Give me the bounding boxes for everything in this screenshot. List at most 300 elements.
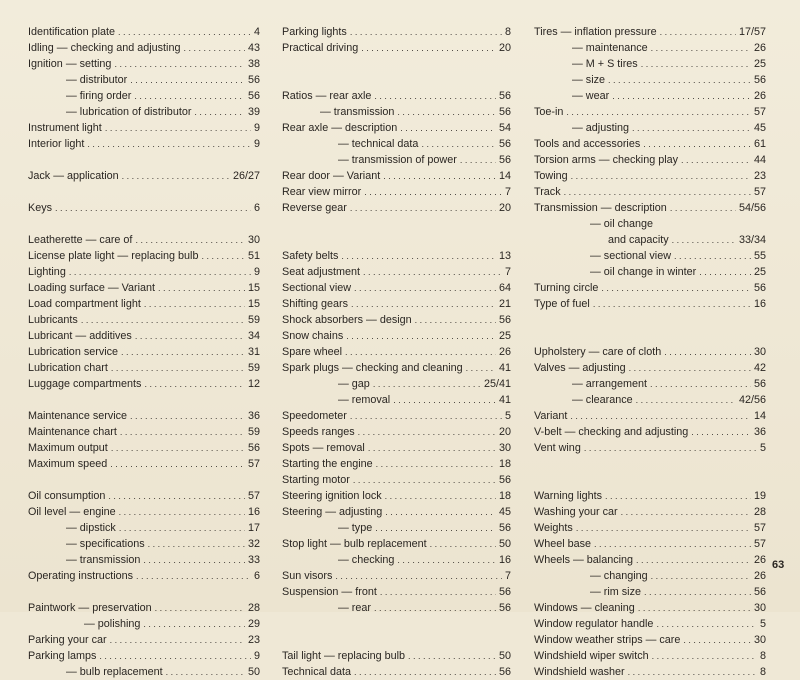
- index-column-3: [534, 24, 766, 680]
- index-entry: [534, 104, 766, 120]
- index-entry-term: Lighting: [28, 266, 66, 278]
- index-entry-term: — wear: [572, 90, 610, 102]
- leader-dots: [374, 88, 496, 104]
- index-entry-page: 56: [498, 106, 511, 118]
- leader-dots: [368, 440, 496, 456]
- index-entry: [534, 600, 766, 616]
- index-entry: [534, 56, 766, 72]
- index-entry-term: Windshield wiper switch: [534, 650, 649, 662]
- index-entry: [534, 280, 766, 296]
- index-entry-term: Torsion arms — checking play: [534, 154, 679, 166]
- index-entry-page: 50: [498, 650, 511, 662]
- index-entry-term: — removal: [338, 394, 391, 406]
- leader-dots: [110, 632, 245, 648]
- index-entry-page: 50: [247, 666, 260, 678]
- leader-dots: [99, 648, 251, 664]
- index-entry: [534, 88, 766, 104]
- index-entry-page: 8: [504, 26, 511, 38]
- index-entry: [534, 584, 766, 600]
- index-entry-term: Upholstery — care of cloth: [534, 346, 662, 358]
- index-entry: [28, 344, 260, 360]
- index-entry: [282, 200, 511, 216]
- index-entry-page: 54/56: [738, 202, 766, 214]
- leader-dots: [636, 392, 736, 408]
- index-entry-term: Type of fuel: [534, 298, 590, 310]
- index-entry-page: 36: [753, 426, 766, 438]
- index-entry: [534, 488, 766, 504]
- leader-dots: [608, 72, 751, 88]
- leader-dots: [335, 568, 502, 584]
- index-entry-page: 20: [498, 202, 511, 214]
- index-entry-term: Identification plate: [28, 26, 116, 38]
- index-entry-page: 57: [753, 186, 766, 198]
- index-gap: [282, 56, 511, 72]
- index-entry-page: 51: [247, 250, 260, 262]
- leader-dots: [375, 520, 496, 536]
- index-entry: [28, 504, 260, 520]
- index-entry: [534, 632, 766, 648]
- index-entry-term: — rear: [338, 602, 371, 614]
- index-entry: [534, 552, 766, 568]
- leader-dots: [643, 136, 751, 152]
- index-gap: [282, 216, 511, 232]
- index-entry-page: 64: [498, 282, 511, 294]
- leader-dots: [612, 88, 751, 104]
- index-entry-page: 9: [253, 650, 260, 662]
- index-entry: [534, 536, 766, 552]
- index-entry-page: 5: [759, 618, 766, 630]
- index-entry-term: Operating instructions: [28, 570, 134, 582]
- index-entry: [282, 424, 511, 440]
- index-gap: [28, 216, 260, 232]
- index-entry-page: 16: [753, 298, 766, 310]
- index-entry: [534, 120, 766, 136]
- index-entry-page: 23: [247, 634, 260, 646]
- index-entry: [534, 168, 766, 184]
- index-entry-term: Rear axle — description: [282, 122, 398, 134]
- index-entry-term: Jack — application: [28, 170, 119, 182]
- index-entry-page: 9: [253, 266, 260, 278]
- index-entry: [28, 136, 260, 152]
- leader-dots: [628, 664, 757, 680]
- index-entry-page: 7: [504, 186, 511, 198]
- index-entry-term: Reverse gear: [282, 202, 347, 214]
- index-entry-page: 56: [753, 378, 766, 390]
- index-entry-term: Rear door — Variant: [282, 170, 381, 182]
- index-entry: [282, 168, 511, 184]
- index-entry: [28, 600, 260, 616]
- index-entry: [28, 56, 260, 72]
- index-entry: [282, 456, 511, 472]
- index-entry-term: Washing your car: [534, 506, 618, 518]
- index-entry-term: Window weather strips — care: [534, 634, 681, 646]
- index-entry-term: — size: [572, 74, 605, 86]
- index-entry-page: 57: [247, 490, 260, 502]
- leader-dots: [166, 664, 245, 680]
- index-entry-page: 6: [253, 202, 260, 214]
- index-entry-term: Parking lamps: [28, 650, 97, 662]
- leader-dots: [670, 200, 736, 216]
- index-entry: [28, 376, 260, 392]
- leader-dots: [358, 424, 496, 440]
- index-entry-page: 26/27: [232, 170, 260, 182]
- index-entry-term: Tools and accessories: [534, 138, 641, 150]
- index-entry-term: Snow chains: [282, 330, 344, 342]
- leader-dots: [699, 264, 751, 280]
- index-entry-term: Variant: [534, 410, 568, 422]
- leader-dots: [393, 392, 496, 408]
- leader-dots: [415, 312, 496, 328]
- index-entry-term: Tail light — replacing bulb: [282, 650, 406, 662]
- index-entry: [282, 520, 511, 536]
- index-entry-page: 25: [498, 330, 511, 342]
- index-entry-page: 4: [253, 26, 260, 38]
- index-entry: [282, 40, 511, 56]
- index-entry: [28, 664, 260, 680]
- page-number: 63: [772, 559, 785, 571]
- index-entry-term: Valves — adjusting: [534, 362, 626, 374]
- index-entry-page: 26: [498, 346, 511, 358]
- leader-dots: [651, 568, 751, 584]
- index-entry: [28, 440, 260, 456]
- leader-dots: [110, 456, 245, 472]
- leader-dots: [135, 328, 245, 344]
- leader-dots: [122, 168, 230, 184]
- index-entry-page: 42: [753, 362, 766, 374]
- leader-dots: [652, 648, 757, 664]
- index-gap: [282, 232, 511, 248]
- leader-dots: [430, 536, 496, 552]
- index-entry-term: Spots — removal: [282, 442, 365, 454]
- index-entry-page: 28: [247, 602, 260, 614]
- index-entry-page: 43: [247, 42, 260, 54]
- index-entry-term: Speedometer: [282, 410, 347, 422]
- index-entry: [534, 440, 766, 456]
- index-entry-term: — transmission: [320, 106, 395, 118]
- index-entry-page: 29: [247, 618, 260, 630]
- index-entry-page: 30: [498, 442, 511, 454]
- index-entry: [28, 168, 260, 184]
- index-entry-term: Suspension — front: [282, 586, 377, 598]
- index-entry-term: Maximum output: [28, 442, 108, 454]
- index-entry: [282, 584, 511, 600]
- index-entry: [534, 520, 766, 536]
- leader-dots: [111, 360, 245, 376]
- index-entry-term: — gap: [338, 378, 370, 390]
- index-entry: [534, 344, 766, 360]
- leader-dots: [105, 120, 251, 136]
- index-entry-page: 59: [247, 314, 260, 326]
- leader-dots: [111, 440, 245, 456]
- index-entry-page: 56: [247, 74, 260, 86]
- index-entry-term: Parking lights: [282, 26, 347, 38]
- index-entry-term: Ignition — setting: [28, 58, 112, 70]
- index-entry-term: — arrangement: [572, 378, 648, 390]
- index-entry: [534, 664, 766, 680]
- leader-dots: [353, 472, 496, 488]
- index-gap: [534, 328, 766, 344]
- leader-dots: [570, 408, 751, 424]
- index-entry-term: — specifications: [66, 538, 145, 550]
- index-entry-term: Wheels — balancing: [534, 554, 634, 566]
- leader-dots: [672, 232, 736, 248]
- leader-dots: [55, 200, 251, 216]
- index-entry-term: — checking: [338, 554, 395, 566]
- index-entry-page: 56: [498, 522, 511, 534]
- index-entry-page: 8: [759, 650, 766, 662]
- index-entry: [534, 424, 766, 440]
- leader-dots: [681, 152, 751, 168]
- leader-dots: [373, 376, 481, 392]
- leader-dots: [638, 600, 751, 616]
- index-entry-term: Safety belts: [282, 250, 339, 262]
- index-entry: [28, 24, 260, 40]
- leader-dots: [566, 104, 751, 120]
- index-entry-term: — type: [338, 522, 373, 534]
- index-entry: [28, 40, 260, 56]
- index-entry: [534, 40, 766, 56]
- index-entry-page: 17/57: [738, 26, 766, 38]
- index-entry-page: 56: [247, 442, 260, 454]
- index-entry-page: 61: [753, 138, 766, 150]
- index-entry-term: Windows — cleaning: [534, 602, 635, 614]
- index-gap: [28, 584, 260, 600]
- index-entry-term: — adjusting: [572, 122, 630, 134]
- leader-dots: [130, 72, 245, 88]
- index-entry: [534, 392, 766, 408]
- index-gap: [534, 472, 766, 488]
- leader-dots: [691, 424, 751, 440]
- index-entry: [534, 248, 766, 264]
- leader-dots: [421, 136, 496, 152]
- index-entry-page: 14: [498, 170, 511, 182]
- index-entry-term: Spark plugs — checking and cleaning: [282, 362, 463, 374]
- index-entry: [282, 504, 511, 520]
- index-entry-term: Leatherette — care of: [28, 234, 133, 246]
- index-entry-page: 44: [753, 154, 766, 166]
- index-entry-page: 7: [504, 570, 511, 582]
- index-entry-term: Interior light: [28, 138, 85, 150]
- index-column-1: [28, 24, 260, 680]
- index-entry-page: 23: [753, 170, 766, 182]
- index-entry: [534, 216, 766, 232]
- index-entry: [282, 312, 511, 328]
- index-entry-term: — dipstick: [66, 522, 116, 534]
- index-entry-page: 20: [498, 426, 511, 438]
- index-entry-term: Maintenance chart: [28, 426, 117, 438]
- leader-dots: [119, 520, 245, 536]
- index-entry: [282, 664, 511, 680]
- index-entry: [534, 296, 766, 312]
- index-entry: [28, 264, 260, 280]
- leader-dots: [466, 360, 496, 376]
- leader-dots: [460, 152, 496, 168]
- index-entry-page: 56: [753, 282, 766, 294]
- index-entry: [28, 296, 260, 312]
- index-entry-page: 5: [759, 442, 766, 454]
- index-entry: [534, 24, 766, 40]
- index-entry-term: Oil consumption: [28, 490, 106, 502]
- index-entry: [534, 152, 766, 168]
- index-entry-page: 30: [247, 234, 260, 246]
- leader-dots: [683, 632, 751, 648]
- index-entry-page: 57: [753, 106, 766, 118]
- leader-dots: [114, 56, 245, 72]
- leader-dots: [158, 280, 245, 296]
- index-entry-page: 8: [759, 666, 766, 678]
- leader-dots: [636, 552, 751, 568]
- index-gap: [28, 184, 260, 200]
- index-entry-term: — oil change: [590, 218, 654, 230]
- index-entry-page: 26: [753, 570, 766, 582]
- leader-dots: [108, 488, 245, 504]
- index-entry: [534, 568, 766, 584]
- index-entry: [282, 472, 511, 488]
- index-entry-term: Keys: [28, 202, 53, 214]
- index-entry: [282, 152, 511, 168]
- index-entry: [28, 360, 260, 376]
- leader-dots: [374, 600, 496, 616]
- index-entry-term: — M + S tires: [572, 58, 638, 70]
- index-entry: [282, 568, 511, 584]
- index-column-2: [282, 24, 511, 680]
- index-entry: [534, 200, 766, 216]
- index-entry: [282, 328, 511, 344]
- leader-dots: [641, 56, 751, 72]
- index-entry-page: 56: [498, 586, 511, 598]
- leader-dots: [345, 344, 496, 360]
- index-entry-page: 16: [498, 554, 511, 566]
- index-entry-page: 17: [247, 522, 260, 534]
- leader-dots: [660, 24, 736, 40]
- index-entry-term: Steering — adjusting: [282, 506, 383, 518]
- index-entry-page: 32: [247, 538, 260, 550]
- index-entry-page: 59: [247, 362, 260, 374]
- index-entry-page: 59: [247, 426, 260, 438]
- index-entry-term: — clearance: [572, 394, 633, 406]
- index-entry-page: 19: [753, 490, 766, 502]
- index-entry-term: Load compartment light: [28, 298, 141, 310]
- index-entry-page: 50: [498, 538, 511, 550]
- leader-dots: [644, 584, 751, 600]
- index-entry-term: Luggage compartments: [28, 378, 142, 390]
- index-entry-page: 56: [498, 602, 511, 614]
- index-entry-term: Seat adjustment: [282, 266, 361, 278]
- leader-dots: [601, 280, 751, 296]
- index-entry: [282, 248, 511, 264]
- index-gap: [534, 456, 766, 472]
- index-gap: [28, 472, 260, 488]
- leader-dots: [346, 328, 496, 344]
- index-entry-page: 45: [498, 506, 511, 518]
- index-entry: [282, 24, 511, 40]
- index-entry-page: 38: [247, 58, 260, 70]
- leader-dots: [69, 264, 251, 280]
- index-entry: [534, 136, 766, 152]
- leader-dots: [143, 552, 245, 568]
- index-entry-term: Tires — inflation pressure: [534, 26, 657, 38]
- index-entry-term: Technical data: [282, 666, 352, 678]
- leader-dots: [87, 136, 251, 152]
- index-entry: [534, 504, 766, 520]
- index-entry: [534, 232, 766, 248]
- leader-dots: [629, 360, 751, 376]
- index-entry-page: 15: [247, 282, 260, 294]
- index-entry: [28, 72, 260, 88]
- leader-dots: [594, 536, 751, 552]
- index-entry-page: 12: [247, 378, 260, 390]
- index-entry-term: Sun visors: [282, 570, 333, 582]
- index-entry-term: Weights: [534, 522, 573, 534]
- index-entry-term: Wheel base: [534, 538, 592, 550]
- index-entry: [28, 488, 260, 504]
- leader-dots: [363, 264, 502, 280]
- index-entry-term: Transmission — description: [534, 202, 667, 214]
- index-entry-page: 36: [247, 410, 260, 422]
- leader-dots: [350, 24, 502, 40]
- index-entry-page: 54: [498, 122, 511, 134]
- index-entry-term: Stop light — bulb replacement: [282, 538, 427, 550]
- index-entry-term: V-belt — checking and adjusting: [534, 426, 689, 438]
- leader-dots: [397, 104, 496, 120]
- index-entry: [282, 488, 511, 504]
- index-entry: [282, 360, 511, 376]
- index-entry-page: 42/56: [738, 394, 766, 406]
- leader-dots: [651, 40, 751, 56]
- index-entry: [282, 104, 511, 120]
- index-entry-page: 9: [253, 122, 260, 134]
- index-entry-term: Paintwork — preservation: [28, 602, 152, 614]
- index-entry-page: 41: [498, 394, 511, 406]
- index-entry-page: 56: [498, 154, 511, 166]
- index-entry: [534, 72, 766, 88]
- leader-dots: [81, 312, 245, 328]
- index-entry: [282, 536, 511, 552]
- index-entry: [28, 568, 260, 584]
- index-entry-term: Oil level — engine: [28, 506, 116, 518]
- leader-dots: [584, 440, 757, 456]
- index-entry-term: Track: [534, 186, 561, 198]
- leader-dots: [621, 504, 751, 520]
- index-entry-page: 26: [753, 90, 766, 102]
- index-entry: [28, 616, 260, 632]
- index-entry-term: Maximum speed: [28, 458, 108, 470]
- index-entry-term: and capacity: [608, 234, 669, 246]
- leader-dots: [576, 520, 751, 536]
- index-entry-page: 9: [253, 138, 260, 150]
- leader-dots: [354, 664, 496, 680]
- index-entry: [282, 408, 511, 424]
- leader-dots: [119, 504, 245, 520]
- leader-dots: [143, 616, 245, 632]
- index-entry-term: Shifting gears: [282, 298, 349, 310]
- leader-dots: [664, 344, 751, 360]
- index-entry-term: Speeds ranges: [282, 426, 355, 438]
- index-entry-term: Starting the engine: [282, 458, 373, 470]
- index-entry-page: 13: [498, 250, 511, 262]
- index-entry-page: 6: [253, 570, 260, 582]
- index-entry-term: Spare wheel: [282, 346, 343, 358]
- index-entry-term: — maintenance: [572, 42, 648, 54]
- index-entry-term: Window regulator handle: [534, 618, 654, 630]
- leader-dots: [350, 408, 502, 424]
- leader-dots: [400, 120, 496, 136]
- index-entry: [282, 264, 511, 280]
- index-entry-term: — bulb replacement: [66, 666, 163, 678]
- index-entry: [534, 648, 766, 664]
- leader-dots: [656, 616, 757, 632]
- index-entry-term: Lubricants: [28, 314, 78, 326]
